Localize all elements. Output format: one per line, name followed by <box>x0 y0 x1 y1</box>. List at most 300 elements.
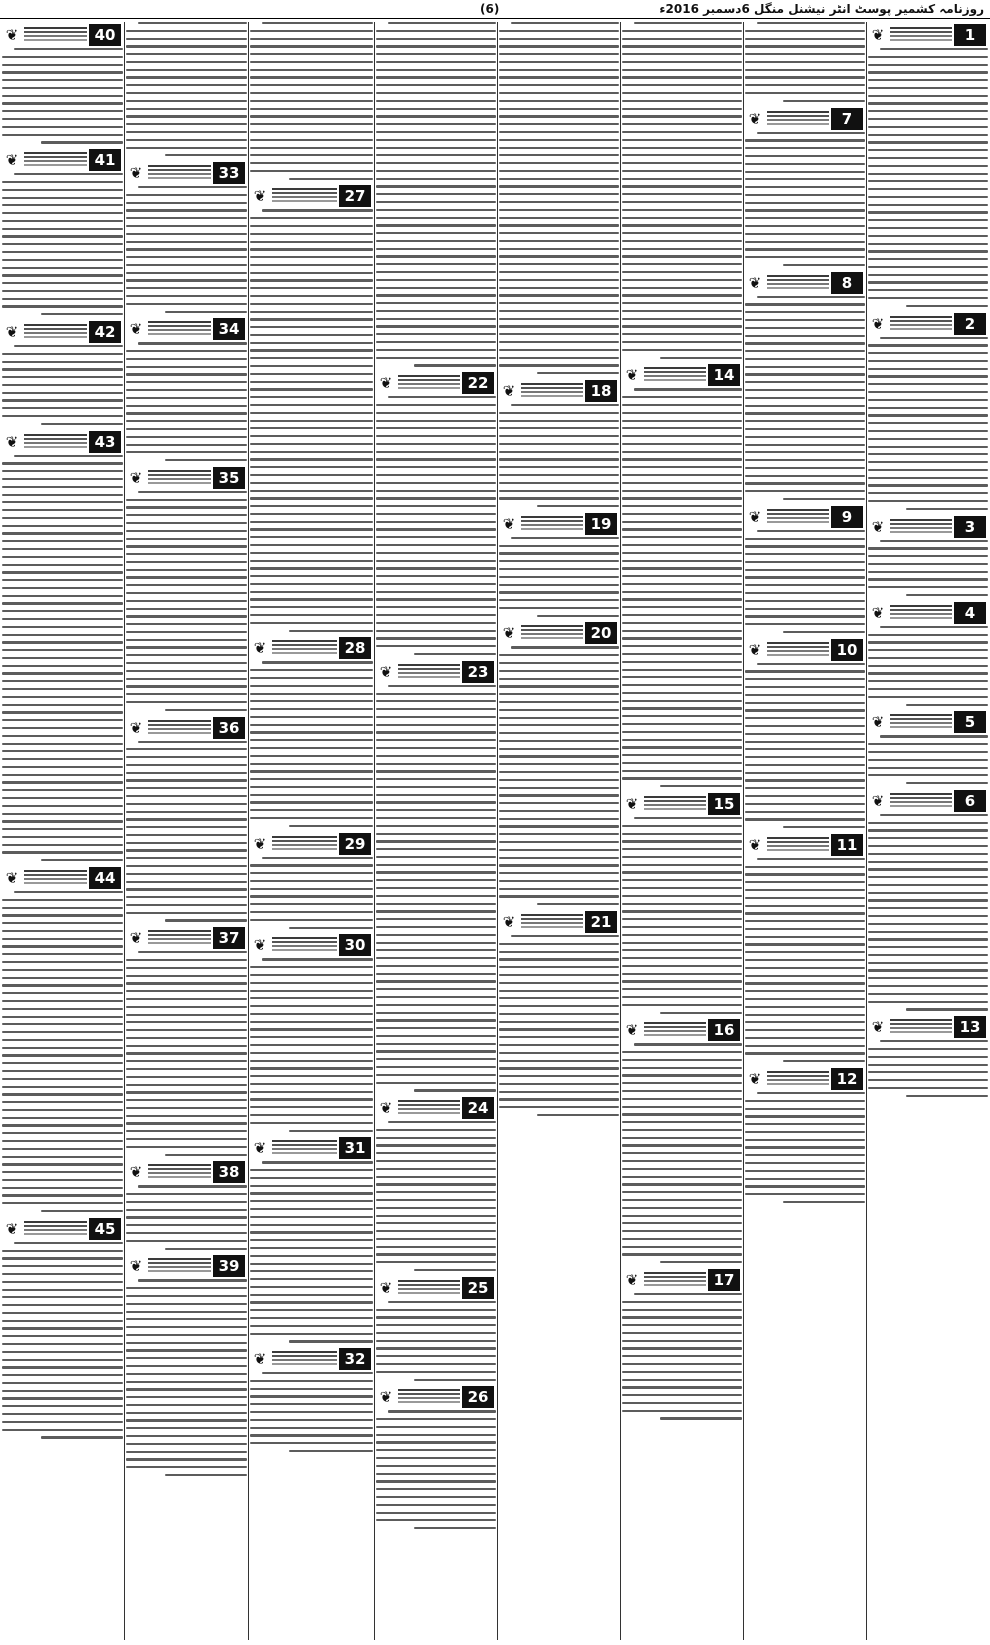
text-line <box>2 727 123 729</box>
text-line <box>622 777 742 779</box>
dove-icon: ❦ <box>625 1270 639 1289</box>
text-line <box>250 1169 373 1171</box>
text-line <box>499 69 619 71</box>
text-line <box>499 818 619 820</box>
text-line <box>250 888 373 890</box>
text-line <box>2 274 123 276</box>
text-line <box>126 1068 247 1070</box>
numbered-entry <box>499 380 619 507</box>
text-line <box>376 123 496 125</box>
text-line <box>376 716 496 718</box>
text-line <box>745 436 865 438</box>
text-line <box>376 1207 496 1209</box>
text-line <box>622 669 742 671</box>
text-line <box>376 903 496 905</box>
text-line <box>868 969 988 971</box>
text-line <box>2 953 123 955</box>
text-line <box>622 1098 742 1100</box>
entry-number: 38 <box>213 1161 245 1183</box>
text-line <box>745 311 865 313</box>
entry-number: 21 <box>585 911 617 933</box>
heading-stripes <box>272 1140 337 1156</box>
text-line <box>126 1099 247 1101</box>
text-line <box>499 30 619 32</box>
text-line <box>499 1021 619 1023</box>
text-line <box>126 1037 247 1039</box>
entry-number: 39 <box>213 1255 245 1277</box>
text-line <box>250 708 373 710</box>
text-line <box>250 264 373 266</box>
entry-heading <box>250 185 373 207</box>
text-line <box>2 1390 123 1392</box>
text-line <box>289 1130 373 1132</box>
text-line <box>250 139 373 141</box>
text-line <box>622 770 742 772</box>
text-line <box>499 1052 619 1054</box>
text-line <box>868 446 988 448</box>
text-line <box>376 887 496 889</box>
text-line <box>376 926 496 928</box>
text-line <box>250 1263 373 1265</box>
text-line <box>2 1070 123 1072</box>
text-line <box>250 1395 373 1397</box>
body-text <box>745 22 865 102</box>
text-line <box>376 1035 496 1037</box>
text-line <box>622 840 742 842</box>
text-line <box>376 357 496 359</box>
text-line <box>2 711 123 713</box>
text-line <box>250 903 373 905</box>
dove-icon: ❦ <box>871 517 885 536</box>
text-line <box>499 678 619 680</box>
text-line <box>757 1092 865 1094</box>
heading-stripes <box>272 836 337 852</box>
text-line <box>376 1168 496 1170</box>
text-line <box>250 1427 373 1429</box>
dove-icon: ❦ <box>625 1021 639 1040</box>
text-line <box>2 626 123 628</box>
text-line <box>868 134 988 136</box>
column-rule <box>497 22 498 1640</box>
text-line <box>126 678 247 680</box>
text-line <box>622 435 742 437</box>
text-line <box>2 750 123 752</box>
text-line <box>250 1294 373 1296</box>
text-line <box>622 497 742 499</box>
text-line <box>622 1191 742 1193</box>
numbered-entry <box>250 934 373 1131</box>
text-line <box>126 545 247 547</box>
text-line <box>622 871 742 873</box>
text-line <box>376 1512 496 1514</box>
text-line <box>499 1067 619 1069</box>
text-line <box>622 637 742 639</box>
text-line <box>499 849 619 851</box>
text-line <box>868 907 988 909</box>
text-line <box>2 665 123 667</box>
text-line <box>622 988 742 990</box>
text-line <box>250 544 373 546</box>
text-line <box>250 770 373 772</box>
text-line <box>250 326 373 328</box>
text-line <box>126 1052 247 1054</box>
numbered-entry <box>868 602 988 706</box>
text-line <box>2 704 123 706</box>
text-line <box>745 670 865 672</box>
text-line <box>868 985 988 987</box>
text-line <box>499 318 619 320</box>
heading-stripes <box>521 625 583 641</box>
text-line <box>2 774 123 776</box>
text-line <box>2 1250 123 1252</box>
heading-stripes <box>890 519 952 535</box>
entry-heading <box>126 717 247 739</box>
text-line <box>499 357 619 359</box>
text-line <box>2 1327 123 1329</box>
heading-stripes <box>767 1071 829 1087</box>
text-line <box>622 318 742 320</box>
text-line <box>250 997 373 999</box>
text-line <box>868 1079 988 1081</box>
text-line <box>745 982 865 984</box>
text-line <box>622 1051 742 1053</box>
text-line <box>250 1224 373 1226</box>
text-line <box>868 211 988 213</box>
text-line <box>376 614 496 616</box>
text-line <box>2 56 123 58</box>
heading-stripes <box>148 470 211 486</box>
text-line <box>2 1382 123 1384</box>
numbered-entry <box>250 1348 373 1452</box>
text-line <box>622 1340 742 1342</box>
numbered-entry <box>250 833 373 929</box>
text-line <box>126 225 247 227</box>
body-text <box>126 741 247 922</box>
body-text <box>745 530 865 633</box>
text-line <box>126 405 247 407</box>
text-line <box>745 397 865 399</box>
text-line <box>745 959 865 961</box>
text-line <box>868 484 988 486</box>
text-line <box>745 912 865 914</box>
text-line <box>2 501 123 503</box>
text-line <box>622 271 742 273</box>
text-line <box>2 657 123 659</box>
text-line <box>126 1091 247 1093</box>
body-text <box>250 958 373 1131</box>
text-line <box>745 803 865 805</box>
text-line <box>250 1044 373 1046</box>
text-line <box>745 482 865 484</box>
numbered-entry <box>745 506 865 633</box>
text-line <box>2 376 123 378</box>
text-line <box>499 224 619 226</box>
entry-number: 45 <box>89 1218 121 1240</box>
text-line <box>126 912 247 914</box>
text-line <box>376 739 496 741</box>
text-line <box>126 787 247 789</box>
entry-number: 10 <box>831 639 863 661</box>
heading-stripes <box>148 321 211 337</box>
text-line <box>868 822 988 824</box>
body-text <box>499 646 619 905</box>
numbered-entry <box>126 318 247 461</box>
text-line <box>745 1178 865 1180</box>
text-line <box>880 626 988 628</box>
text-line <box>126 982 247 984</box>
entry-number: 25 <box>462 1277 494 1299</box>
text-line <box>2 392 123 394</box>
text-line <box>2 486 123 488</box>
text-line <box>376 1340 496 1342</box>
text-line <box>660 785 742 787</box>
text-line <box>250 1278 373 1280</box>
text-line <box>126 131 247 133</box>
text-line <box>126 1232 247 1234</box>
text-line <box>376 38 496 40</box>
heading-stripes <box>767 111 829 127</box>
entry-heading <box>622 1019 742 1041</box>
text-line <box>126 358 247 360</box>
text-line <box>376 248 496 250</box>
text-line <box>2 1062 123 1064</box>
text-line <box>660 357 742 359</box>
text-line <box>906 1008 988 1010</box>
text-line <box>250 1192 373 1194</box>
text-line <box>414 1269 496 1271</box>
text-line <box>250 1060 373 1062</box>
text-line <box>2 189 123 191</box>
text-line <box>250 279 373 281</box>
text-line <box>868 774 988 776</box>
text-line <box>868 634 988 636</box>
text-line <box>126 849 247 851</box>
text-line <box>622 217 742 219</box>
entry-number: 34 <box>213 318 245 340</box>
text-line <box>376 980 496 982</box>
heading-stripes <box>644 796 706 812</box>
text-line <box>250 1325 373 1327</box>
text-line <box>622 926 742 928</box>
text-line <box>126 1466 247 1468</box>
text-line <box>250 1317 373 1319</box>
text-line <box>14 455 123 457</box>
text-line <box>250 1177 373 1179</box>
text-line <box>165 709 247 711</box>
text-line <box>745 748 865 750</box>
text-line <box>745 811 865 813</box>
entry-heading <box>2 431 123 453</box>
text-line <box>499 131 619 133</box>
entry-heading <box>126 467 247 489</box>
text-line <box>622 1386 742 1388</box>
text-line <box>250 1388 373 1390</box>
text-line <box>250 778 373 780</box>
text-line <box>376 349 496 351</box>
text-line <box>126 1326 247 1328</box>
text-line <box>499 740 619 742</box>
dove-icon: ❦ <box>129 929 143 948</box>
text-line <box>250 272 373 274</box>
text-line <box>745 584 865 586</box>
text-line <box>2 1343 123 1345</box>
text-line <box>745 319 865 321</box>
text-line <box>376 567 496 569</box>
text-line <box>262 209 373 211</box>
heading-stripes <box>272 188 337 204</box>
text-line <box>745 1029 865 1031</box>
text-line <box>622 412 742 414</box>
text-line <box>2 984 123 986</box>
text-line <box>868 641 988 643</box>
text-line <box>622 45 742 47</box>
text-line <box>622 505 742 507</box>
text-line <box>499 841 619 843</box>
text-line <box>745 61 865 63</box>
text-line <box>745 186 865 188</box>
text-line <box>250 69 373 71</box>
text-line <box>126 303 247 305</box>
text-line <box>499 482 619 484</box>
text-line <box>250 536 373 538</box>
text-line <box>868 422 988 424</box>
text-line <box>126 1193 247 1195</box>
text-line <box>745 209 865 211</box>
text-line <box>499 864 619 866</box>
heading-stripes <box>24 27 87 43</box>
column-7 <box>126 22 247 1640</box>
text-line <box>745 155 865 157</box>
text-line <box>868 368 988 370</box>
text-line <box>499 779 619 781</box>
text-line <box>126 1295 247 1297</box>
text-line <box>376 294 496 296</box>
text-line <box>537 1114 619 1116</box>
text-line <box>376 1316 496 1318</box>
text-line <box>376 1347 496 1349</box>
text-line <box>250 334 373 336</box>
text-line <box>250 1200 373 1202</box>
text-line <box>622 193 742 195</box>
dove-icon: ❦ <box>5 151 19 170</box>
text-line <box>868 71 988 73</box>
text-line <box>126 904 247 906</box>
text-line <box>783 1060 865 1062</box>
text-line <box>622 201 742 203</box>
numbered-entry <box>745 639 865 829</box>
entry-number: 8 <box>831 272 863 294</box>
text-line <box>622 1215 742 1217</box>
text-line <box>376 521 496 523</box>
text-line <box>2 907 123 909</box>
text-line <box>126 1029 247 1031</box>
text-line <box>126 600 247 602</box>
text-line <box>376 575 496 577</box>
text-line <box>622 92 742 94</box>
text-line <box>41 423 123 425</box>
text-line <box>250 1114 373 1116</box>
text-line <box>745 608 865 610</box>
text-line <box>499 982 619 984</box>
text-line <box>376 794 496 796</box>
text-line <box>250 693 373 695</box>
text-line <box>2 1413 123 1415</box>
text-line <box>499 966 619 968</box>
text-line <box>250 591 373 593</box>
entry-number: 3 <box>954 516 986 538</box>
text-line <box>2 914 123 916</box>
text-line <box>126 881 247 883</box>
text-line <box>376 598 496 600</box>
text-line <box>783 631 865 633</box>
text-line <box>622 240 742 242</box>
text-line <box>2 743 123 745</box>
text-line <box>2 95 123 97</box>
body-text <box>250 22 373 180</box>
body-text <box>745 296 865 501</box>
numbered-entry <box>622 364 742 787</box>
text-line <box>250 396 373 398</box>
text-line <box>499 115 619 117</box>
body-text <box>376 1301 496 1381</box>
text-line <box>126 1060 247 1062</box>
text-line <box>2 478 123 480</box>
text-line <box>499 943 619 945</box>
text-line <box>622 560 742 562</box>
text-line <box>2 1281 123 1283</box>
body-text <box>2 48 123 144</box>
text-line <box>126 959 247 961</box>
text-line <box>376 1457 496 1459</box>
text-line <box>868 767 988 769</box>
text-line <box>376 910 496 912</box>
text-line <box>499 724 619 726</box>
text-line <box>414 1379 496 1381</box>
text-line <box>499 880 619 882</box>
dove-icon: ❦ <box>5 432 19 451</box>
text-line <box>622 653 742 655</box>
text-line <box>622 536 742 538</box>
text-line <box>745 69 865 71</box>
text-line <box>376 1253 496 1255</box>
text-line <box>250 685 373 687</box>
text-line <box>250 864 373 866</box>
text-line <box>250 731 373 733</box>
text-line <box>2 462 123 464</box>
text-line <box>868 399 988 401</box>
body-text <box>250 209 373 631</box>
text-line <box>2 110 123 112</box>
text-line <box>250 872 373 874</box>
text-line <box>868 1087 988 1089</box>
text-line <box>126 803 247 805</box>
heading-stripes <box>272 640 337 656</box>
text-line <box>745 412 865 414</box>
entry-number: 13 <box>954 1016 986 1038</box>
text-line <box>289 178 373 180</box>
text-line <box>2 766 123 768</box>
text-line <box>126 842 247 844</box>
text-line <box>745 405 865 407</box>
text-line <box>622 310 742 312</box>
text-line <box>126 420 247 422</box>
text-line <box>499 895 619 897</box>
text-line <box>745 53 865 55</box>
text-line <box>745 38 865 40</box>
text-line <box>745 905 865 907</box>
text-line <box>250 966 373 968</box>
text-line <box>2 1179 123 1181</box>
